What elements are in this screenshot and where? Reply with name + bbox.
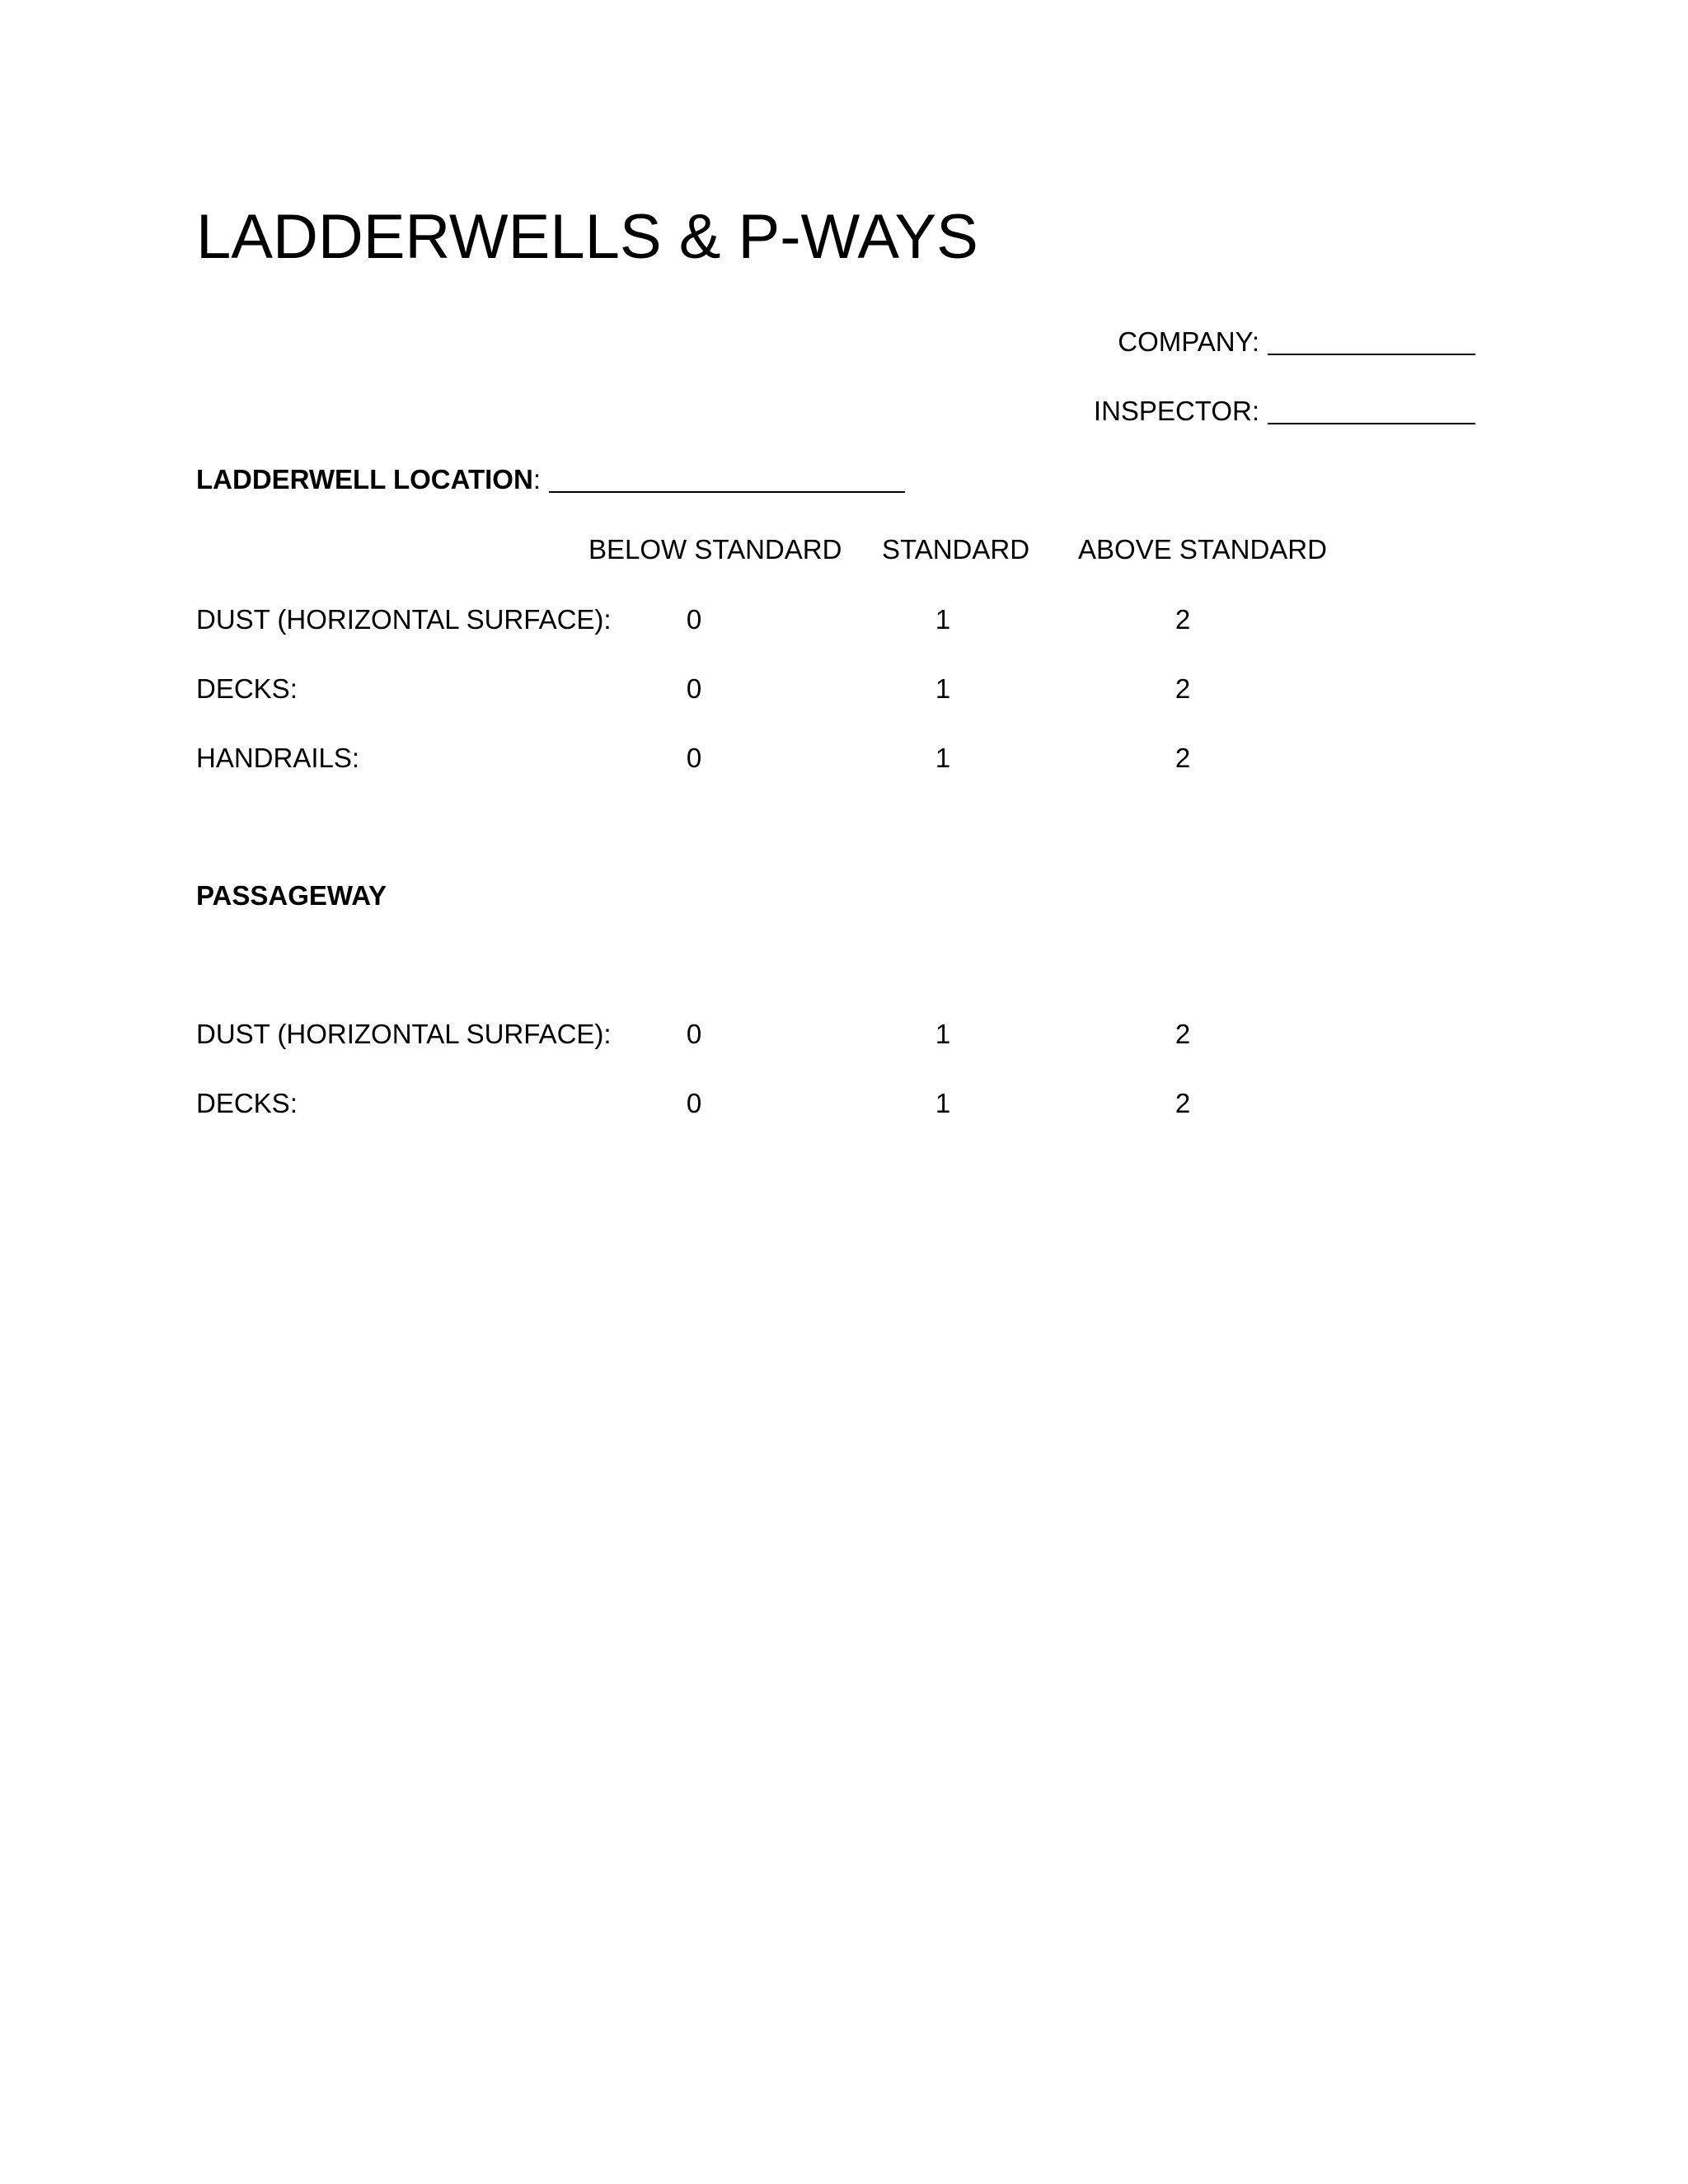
row-label: DUST (HORIZONTAL SURFACE): <box>196 1019 612 1049</box>
score-standard[interactable]: 1 <box>935 673 951 704</box>
score-above[interactable]: 2 <box>1175 1019 1191 1049</box>
inspector-field <box>1094 397 1475 424</box>
header-below-standard: BELOW STANDARD <box>588 534 842 565</box>
inspector-label: INSPECTOR: <box>1093 396 1259 426</box>
score-above[interactable]: 2 <box>1175 604 1191 635</box>
score-below[interactable]: 0 <box>686 604 702 635</box>
row-label: DUST (HORIZONTAL SURFACE): <box>196 604 612 635</box>
score-standard[interactable]: 1 <box>935 743 951 773</box>
ladderwell-location-label: LADDERWELL LOCATION <box>196 464 533 494</box>
company-field <box>1118 328 1475 355</box>
score-standard[interactable]: 1 <box>935 1088 951 1118</box>
score-below[interactable]: 0 <box>686 743 702 773</box>
score-below[interactable]: 0 <box>686 673 702 704</box>
header-above-standard: ABOVE STANDARD <box>1078 534 1327 565</box>
score-above[interactable]: 2 <box>1175 1088 1191 1118</box>
row-label: DECKS: <box>196 1088 298 1118</box>
ladderwell-location-field <box>196 466 905 493</box>
score-below[interactable]: 0 <box>686 1019 702 1049</box>
row-label: DECKS: <box>196 673 298 704</box>
header-standard: STANDARD <box>882 534 1030 565</box>
passageway-section-title: PASSAGEWAY <box>196 880 387 911</box>
score-standard[interactable]: 1 <box>935 1019 951 1049</box>
page-title: LADDERWELLS & P-WAYS <box>196 202 978 272</box>
score-standard[interactable]: 1 <box>935 604 951 635</box>
ladderwell-location-blank-line[interactable] <box>549 466 905 493</box>
inspector-blank-line[interactable] <box>1268 398 1475 424</box>
ladderwell-location-colon: : <box>532 464 541 494</box>
score-above[interactable]: 2 <box>1175 673 1191 704</box>
score-below[interactable]: 0 <box>686 1088 702 1118</box>
row-label: HANDRAILS: <box>196 743 360 773</box>
company-blank-line[interactable] <box>1268 329 1475 355</box>
company-label: COMPANY: <box>1118 326 1259 357</box>
score-above[interactable]: 2 <box>1175 743 1191 773</box>
